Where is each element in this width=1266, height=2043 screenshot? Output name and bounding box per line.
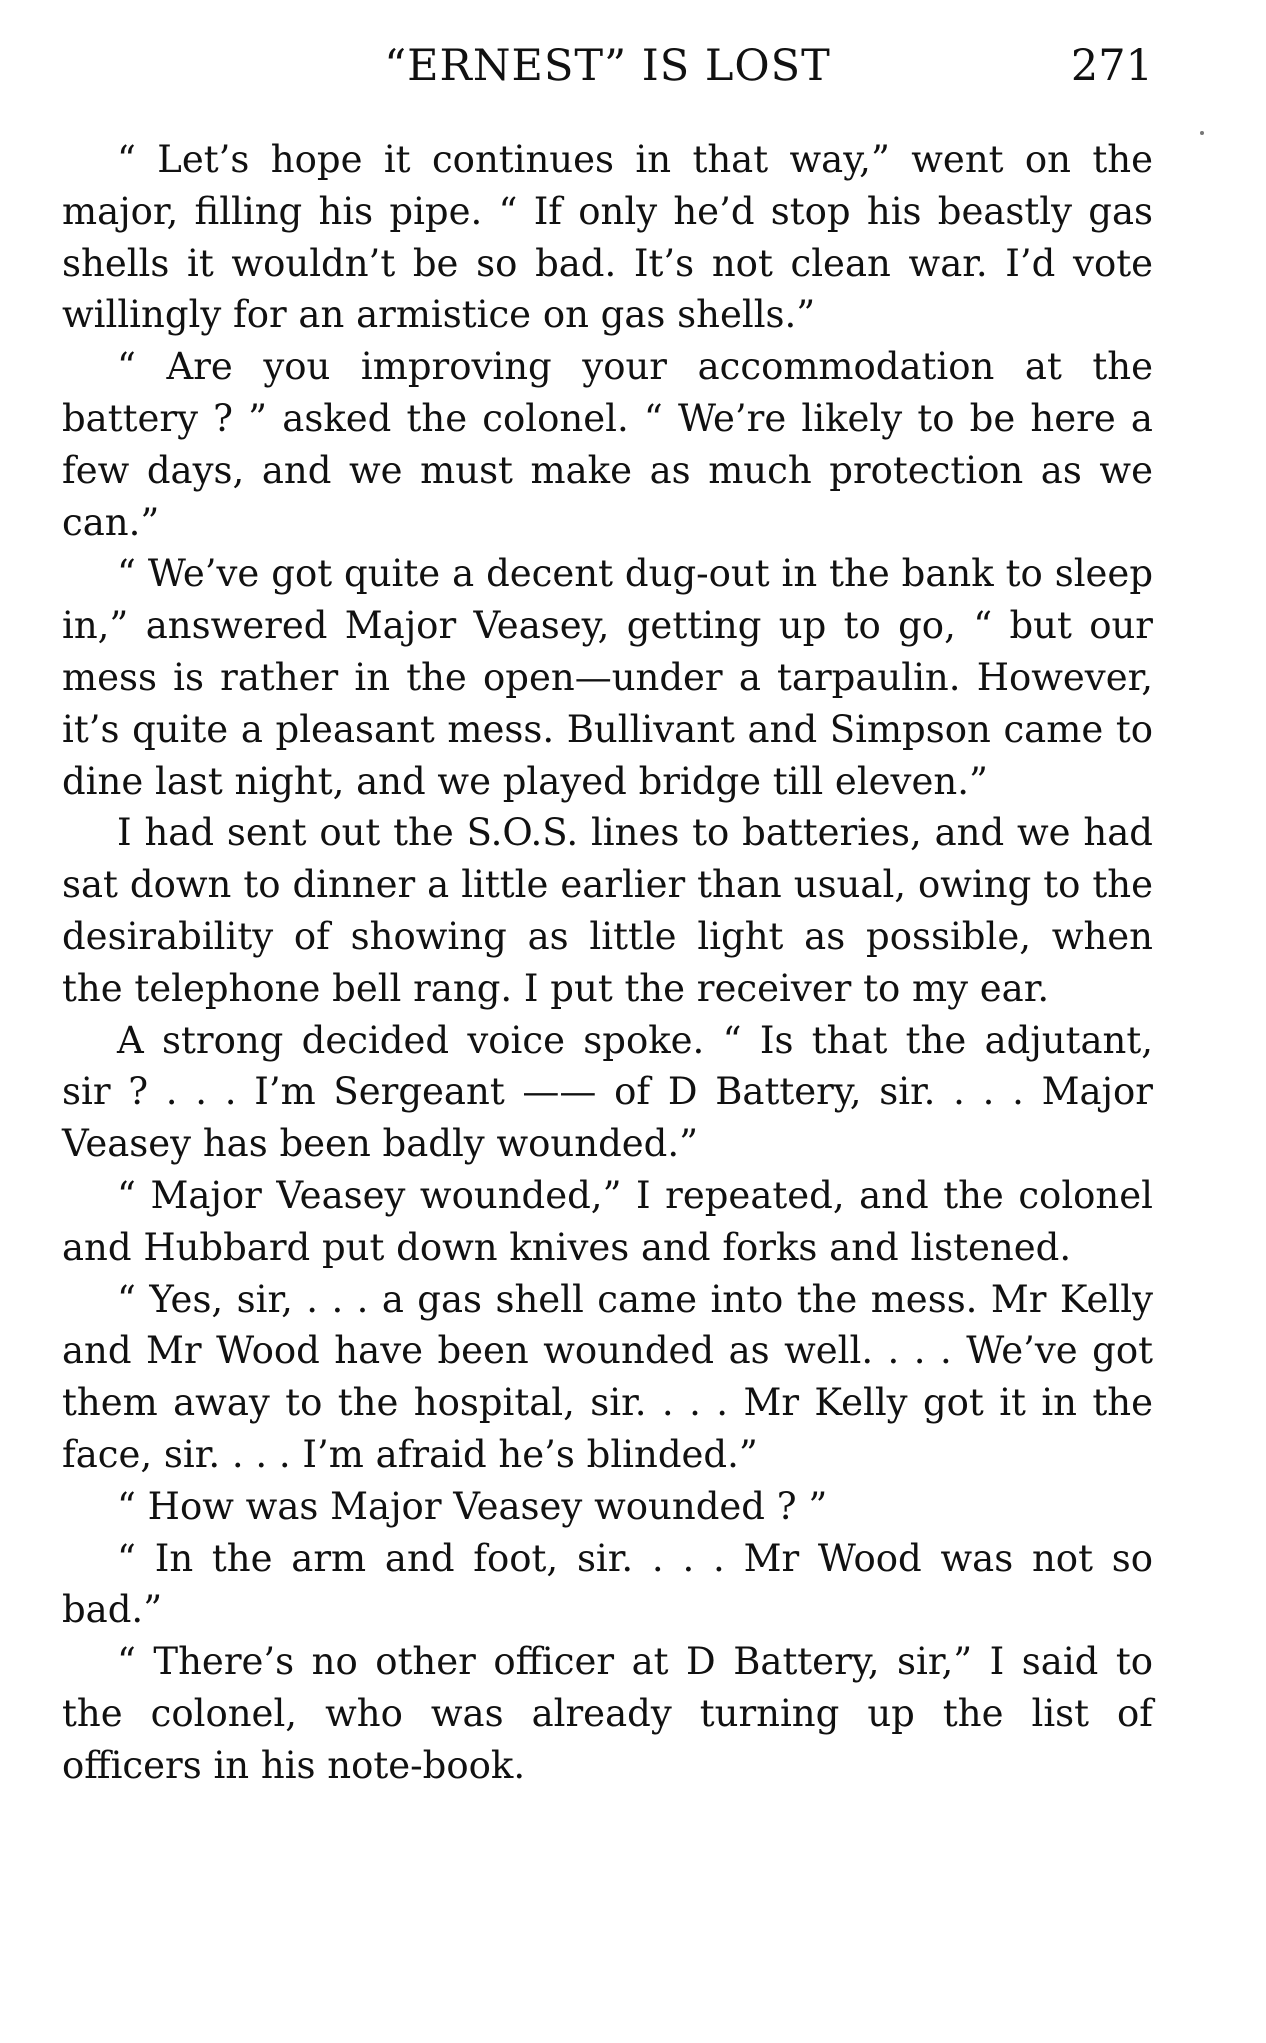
page-header bbox=[62, 36, 1153, 96]
paragraph: “ We’ve got quite a decent dug-out in the bank to sleep in,” answered Major Veasey, getting up to go, “ but our mess is rather in the open—under a tarpaulin. However, it’s quite a pleasant mess. Bullivant and Simpson came to dine last night, and we played bridge till eleven.” bbox=[62, 552, 1153, 803]
paragraph: “ Yes, sir, . . . a gas shell came into the mess. Mr Kelly and Mr Wood have been wounded as well. . . . We’ve got them away to the hospital, sir. . . . Mr Kelly got it in the face, sir. . . . I’m afraid he’s blinded.” bbox=[62, 1277, 1153, 1476]
page-number: 271 bbox=[1070, 41, 1153, 91]
paragraph: “ Let’s hope it continues in that way,” went on the major, filling his pipe. “ If only he’d stop his beastly gas shells it wouldn’t be so bad. It’s not clean war. I’d vote willingly for an armistice on gas shells.” bbox=[62, 138, 1153, 337]
paragraph: “ Major Veasey wounded,” I repeated, and the colonel and Hubbard put down knives and forks and listened. bbox=[62, 1173, 1153, 1269]
body-text bbox=[62, 134, 1153, 1792]
running-title: “ERNEST” IS LOST bbox=[384, 41, 831, 91]
paragraph: “ In the arm and foot, sir. . . . Mr Wood was not so bad.” bbox=[62, 1536, 1153, 1632]
paragraph: “ How was Major Veasey wounded ? ” bbox=[117, 1484, 828, 1528]
paragraph: “ Are you improving your accommodation at the battery ? ” asked the colonel. “ We’re likely to be here a few days, and we must make as much protection as we can.” bbox=[62, 345, 1153, 544]
paragraph: I had sent out the S.O.S. lines to batteries, and we had sat down to dinner a little earlier than usual, owing to the desirability of showing as little light as possible, when the telephone bell rang. I put the receiver to my ear. bbox=[62, 811, 1153, 1010]
ink-speck bbox=[1200, 131, 1204, 135]
paragraph: A strong decided voice spoke. “ Is that the adjutant, sir ? . . . I’m Sergeant —— of D Battery, sir. . . . Major Veasey has been badly wounded.” bbox=[62, 1018, 1153, 1166]
paragraph: “ There’s no other officer at D Battery, sir,” I said to the colonel, who was already turning up the list of officers in his note-book. bbox=[62, 1640, 1153, 1787]
